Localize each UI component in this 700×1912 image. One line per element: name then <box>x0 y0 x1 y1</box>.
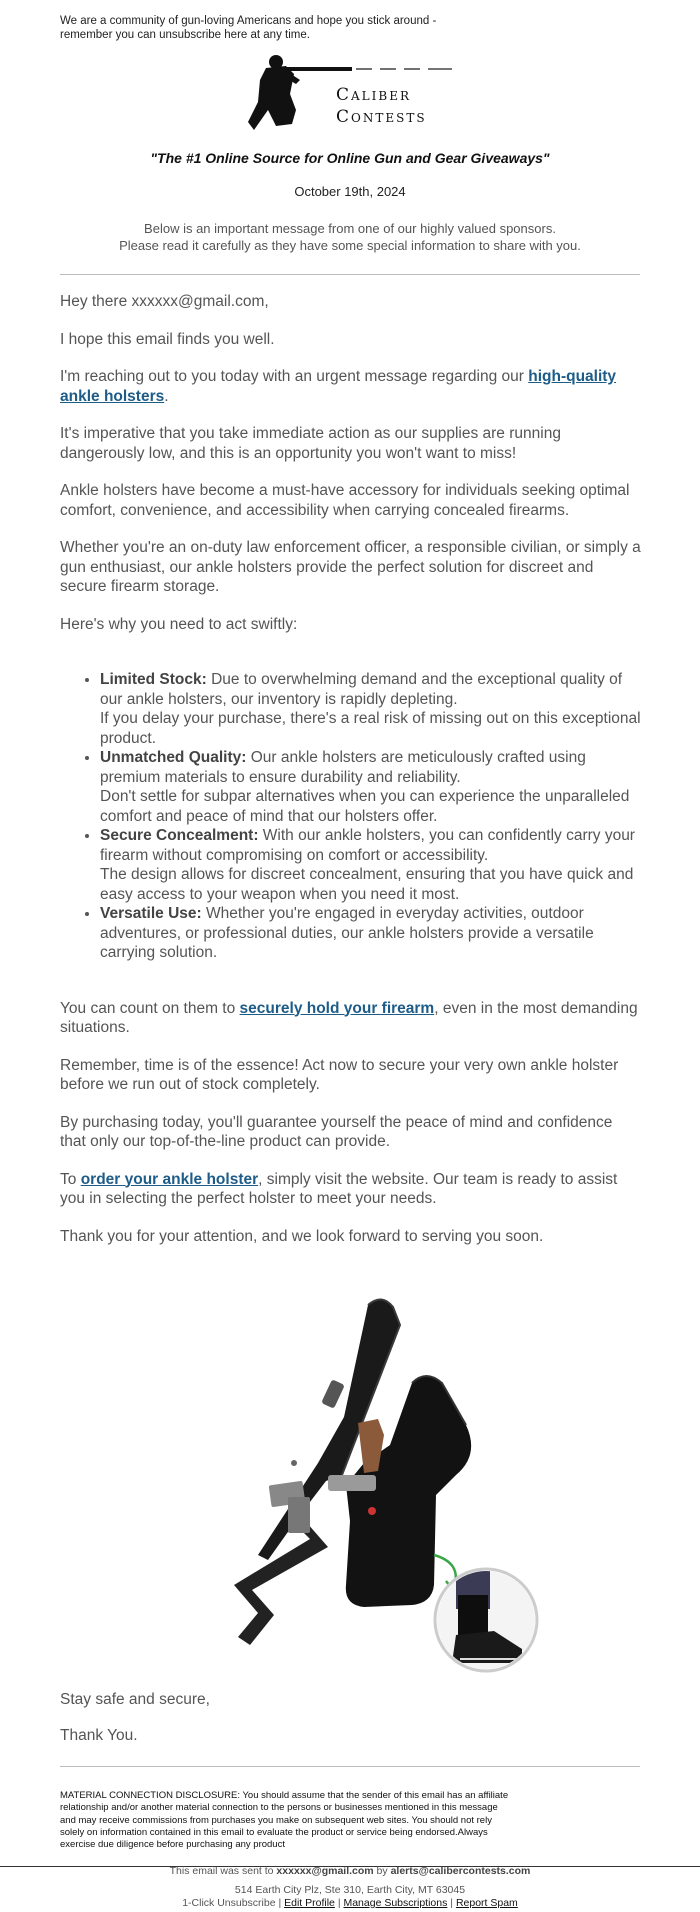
sender-email: alerts@calibercontests.com <box>390 1865 531 1877</box>
paragraph-10: To order your ankle holster, simply visit the website. Our team is ready to assist you in selecting the perfect holster to meet your needs. <box>60 1170 618 1207</box>
recipient-email: xxxxxx@gmail.com <box>276 1865 374 1877</box>
list-item: • Unmatched Quality: Our ankle holsters are meticulously crafted using premium materials to ensure durability and reliability. Don't settle for subpar alternatives when you can experience the unparalleled comfort and peace of mind that our holsters offer. <box>100 748 642 826</box>
paragraph-7: You can count on them to securely hold your firearm, even in the most demanding situations. <box>60 999 638 1036</box>
edit-profile-link[interactable]: Edit Profile <box>284 1897 335 1909</box>
paragraph-11: Thank you for your attention, and we look forward to serving you soon. <box>60 1227 544 1245</box>
postal-address: 514 Earth City Plz, Ste 310, Earth City, MT 63045 <box>234 1883 466 1896</box>
sponsor-note-line-1: Below is an important message from one of our highly valued sponsors. <box>144 221 556 236</box>
footer-links: 1-Click Unsubscribe | Edit Profile | Manage Subscriptions | Report Spam <box>182 1897 518 1909</box>
list-item: • Limited Stock: Due to overwhelming demand and the exceptional quality of our ankle holsters, our inventory is rapidly depleting. If you delay your purchase, there's a real risk of missing out on this exceptional product. <box>100 670 642 748</box>
paragraph-4: Ankle holsters have become a must-have accessory for individuals seeking optimal comfort, convenience, and accessibility when carrying concealed firearms. <box>60 482 630 519</box>
paragraph-8: Remember, time is of the essence! Act now to secure your very own ankle holster before we run out of stock completely. <box>60 1056 619 1093</box>
sponsor-note-line-2: Please read it carefully as they have some special information to share with you. <box>119 238 581 253</box>
unsubscribe-link[interactable]: 1-Click Unsubscribe <box>182 1897 276 1909</box>
closing-line-2: Thank You. <box>60 1726 138 1744</box>
paragraph-9: By purchasing today, you'll guarantee yourself the peace of mind and confidence that only our top-of-the-line product can provide. <box>60 1113 613 1150</box>
order-holster-link[interactable]: order your ankle holster <box>80 1170 259 1188</box>
email-date: October 19th, 2024 <box>294 184 406 199</box>
intro-text: We are a community of gun-loving Americans and hope you stick around - remember you can unsubscribe here at any time. <box>60 15 437 41</box>
closing <box>60 1690 210 1761</box>
closing-line-1: Stay safe and secure, <box>60 1691 210 1708</box>
greeting: Hey there xxxxxx@gmail.com, <box>60 293 269 310</box>
securely-hold-link[interactable]: securely hold your firearm <box>239 999 435 1017</box>
manage-subscriptions-link[interactable]: Manage Subscriptions <box>343 1897 448 1909</box>
email-footer <box>0 1865 700 1911</box>
paragraph-2: I'm reaching out to you today with an urgent message regarding our high-quality ankle holsters. <box>60 368 617 405</box>
divider-bottom <box>60 1766 640 1767</box>
list-item: • Versatile Use: Whether you're engaged in everyday activities, outdoor adventures, or professional duties, our ankle holsters provide a versatile carrying solution. <box>100 904 642 963</box>
list-item: • Secure Concealment: With our ankle holsters, you can confidently carry your firearm without compromising on comfort or accessibility. The design allows for discreet concealment, ensuring that you have quick and easy access to your weapon when you need it most. <box>100 826 642 904</box>
logo-line-1: Caliber <box>336 85 411 105</box>
material-disclosure: MATERIAL CONNECTION DISCLOSURE: You should assume that the sender of this email has an affiliate relationship and/or another material connection to the persons or businesses mentioned in this message and may receive commissions from purchases you make on subsequent web sites. You should not rely solely on information contained in this email to evaluate the product or service being endorsed.Always exercise due diligence before purchasing any product <box>60 1790 509 1851</box>
paragraph-6: Here's why you need to act swiftly: <box>60 615 298 633</box>
paragraph-3: It's imperative that you take immediate action as our supplies are running dangerously low, and this is an opportunity you won't want to miss! <box>60 425 561 462</box>
paragraph-5: Whether you're an on-duty law enforcement officer, a responsible civilian, or simply a gun enthusiast, our ankle holsters provide the perfect solution for discreet and secure firearm storage. <box>60 539 641 595</box>
logo-text <box>336 84 427 128</box>
paragraph-1: I hope this email finds you well. <box>60 330 275 348</box>
high-quality-holsters-link[interactable]: high-quality ankle holsters <box>60 368 617 405</box>
logo-line-2: Contests <box>336 107 427 127</box>
tagline: "The #1 Online Source for Online Gun and Gear Giveaways" <box>150 150 550 166</box>
divider-top <box>60 274 640 275</box>
ankle-holster-product-image[interactable] <box>150 1285 550 1685</box>
report-spam-link[interactable]: Report Spam <box>455 1897 518 1909</box>
sent-to-line: This email was sent to xxxxxx@gmail.com by alerts@calibercontests.com <box>169 1865 531 1877</box>
reasons-list <box>60 670 642 963</box>
sponsor-note <box>0 220 700 254</box>
message-body <box>60 292 642 1264</box>
